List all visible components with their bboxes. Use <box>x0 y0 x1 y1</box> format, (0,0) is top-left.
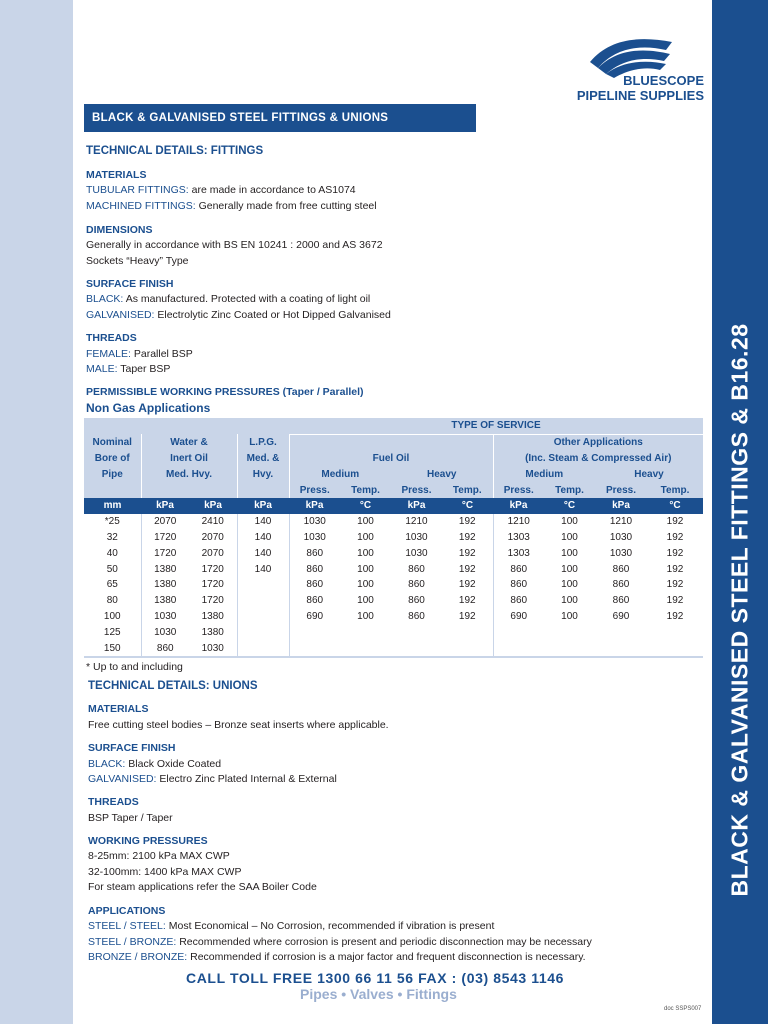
table-cell: 100 <box>561 516 578 528</box>
table-cell: 100 <box>561 563 578 575</box>
table-cell <box>237 624 289 640</box>
table-cell <box>595 640 647 657</box>
table-cell: 100 <box>103 610 121 622</box>
table-cell: 140 <box>237 561 289 577</box>
table-cell <box>647 624 703 640</box>
table-cell: 1380 <box>201 626 224 638</box>
table-cell: 690 <box>289 609 340 625</box>
table-cell <box>391 624 442 640</box>
table-cell: 1030 <box>289 514 340 530</box>
table-cell: 2070 <box>201 547 224 559</box>
unions-surface-heading: SURFACE FINISH <box>88 742 176 754</box>
table-cell: 1720 <box>141 530 189 546</box>
side-title: BLACK & GALVANISED STEEL FITTINGS & B16.28 <box>726 323 753 897</box>
table-cell: 1030 <box>405 547 428 559</box>
table-cell: 100 <box>561 579 578 591</box>
table-header-row-5: Press. Temp. Press. Temp. Press. Temp. Press. Temp. <box>84 482 703 498</box>
table-cell: 100 <box>561 610 578 622</box>
table-footnote: * Up to and including <box>86 661 183 673</box>
pressures-heading: PERMISSIBLE WORKING PRESSURES (Taper / Parallel) <box>86 386 364 398</box>
table-cell: 1720 <box>201 563 224 575</box>
fittings-threads-line2: MALE: Taper BSP <box>86 363 171 375</box>
left-decorative-strip <box>0 0 73 1024</box>
table-cell: 1030 <box>141 609 189 625</box>
pressures-subheading: Non Gas Applications <box>86 401 211 415</box>
unions-working-line1: 8-25mm: 2100 kPa MAX CWP <box>88 850 230 862</box>
table-cell: 100 <box>561 595 578 607</box>
table-cell: 860 <box>493 593 544 609</box>
fittings-dimensions-line2: Sockets “Heavy” Type <box>86 255 189 267</box>
table-cell: 860 <box>289 545 340 561</box>
unions-materials-line1: Free cutting steel bodies – Bronze seat inserts where applicable. <box>88 719 389 731</box>
table-cell: 860 <box>408 595 425 607</box>
table-cell: 1030 <box>609 547 633 559</box>
table-cell: *25 <box>104 516 120 528</box>
table-cell: 192 <box>666 531 684 543</box>
working-pressures-table <box>84 418 703 658</box>
unions-working-line3: For steam applications refer the SAA Boiler Code <box>88 881 317 893</box>
table-cell: 860 <box>408 610 425 622</box>
unions-threads-heading: THREADS <box>88 796 139 808</box>
table-row <box>84 624 703 640</box>
table-cell: 1210 <box>493 514 544 530</box>
table-cell: 140 <box>237 514 289 530</box>
water-header: Water & <box>141 434 237 450</box>
table-cell: 192 <box>666 563 684 575</box>
table-cell: 192 <box>458 579 476 591</box>
table-cell: 860 <box>493 561 544 577</box>
fittings-threads-line1: FEMALE: Parallel BSP <box>86 348 193 360</box>
table-header-row-4: Pipe Med. Hvy. Hvy. Medium Heavy Medium Heavy <box>84 466 703 482</box>
table-cell: 100 <box>357 531 374 543</box>
unions-title: TECHNICAL DETAILS: UNIONS <box>88 680 258 692</box>
fittings-surface-heading: SURFACE FINISH <box>86 278 174 290</box>
fittings-dimensions-heading: DIMENSIONS <box>86 224 153 236</box>
unions-working-line2: 32-100mm: 1400 kPa MAX CWP <box>88 866 242 878</box>
table-cell: 860 <box>289 593 340 609</box>
table-cell: 860 <box>493 577 544 593</box>
section-banner: BLACK & GALVANISED STEEL FITTINGS & UNIONS <box>84 104 476 132</box>
table-cell <box>340 624 391 640</box>
table-body <box>84 514 703 657</box>
table-cell: 1720 <box>201 595 224 607</box>
table-cell: 50 <box>106 563 118 575</box>
table-cell: 1380 <box>141 593 189 609</box>
table-cell: 140 <box>237 530 289 546</box>
table-cell: 860 <box>141 640 189 657</box>
table-cell: 192 <box>666 547 684 559</box>
table-cell: 100 <box>357 516 374 528</box>
table-cell: 1030 <box>289 530 340 546</box>
unions-applications-heading: APPLICATIONS <box>88 905 166 917</box>
footer-tagline: Pipes • Valves • Fittings <box>300 986 457 1002</box>
table-cell: 100 <box>357 547 374 559</box>
table-cell: 860 <box>289 561 340 577</box>
table-cell: 192 <box>458 531 476 543</box>
table-header-row-3: Bore of Inert Oil Med. & Fuel Oil (Inc. Steam & Compressed Air) <box>84 451 703 467</box>
table-cell: 860 <box>612 579 630 591</box>
table-cell <box>340 640 391 657</box>
table-cell: 100 <box>357 563 374 575</box>
table-cell: 192 <box>458 516 476 528</box>
table-cell: 2070 <box>201 531 224 543</box>
table-cell: 100 <box>561 547 578 559</box>
logo-line2: PIPELINE SUPPLIES <box>576 88 704 103</box>
table-cell: 1210 <box>405 516 428 528</box>
table-cell: 150 <box>84 640 141 657</box>
unions-applications-line2: STEEL / BRONZE: Recommended where corrosion is present and periodic disconnection may be necessary <box>88 936 592 948</box>
table-cell <box>237 593 289 609</box>
table-cell: 32 <box>106 531 118 543</box>
table-cell: 192 <box>458 610 476 622</box>
table-cell <box>237 609 289 625</box>
table-cell: 140 <box>237 545 289 561</box>
unions-applications-line1: STEEL / STEEL: Most Economical – No Corrosion, recommended if vibration is present <box>88 920 495 932</box>
table-cell: 860 <box>612 595 630 607</box>
table-row <box>84 561 703 577</box>
table-cell: 192 <box>666 610 684 622</box>
fittings-threads-heading: THREADS <box>86 332 137 344</box>
table-header-row-1 <box>84 418 703 434</box>
table-cell: 100 <box>561 531 578 543</box>
fittings-materials-line1: TUBULAR FITTINGS: are made in accordance to AS1074 <box>86 184 356 196</box>
table-cell <box>391 640 442 657</box>
table-cell: 65 <box>106 579 118 591</box>
table-cell: 1720 <box>201 579 224 591</box>
table-cell: 1380 <box>141 577 189 593</box>
table-cell: 690 <box>493 609 544 625</box>
table-cell <box>647 640 703 657</box>
table-cell: 192 <box>666 595 684 607</box>
fittings-surface-line2: GALVANISED: Electrolytic Zinc Coated or Hot Dipped Galvanised <box>86 309 391 321</box>
unions-working-heading: WORKING PRESSURES <box>88 835 208 847</box>
unions-surface-line1: BLACK: Black Oxide Coated <box>88 758 222 770</box>
table-cell: 192 <box>666 516 684 528</box>
unions-applications-line3: BRONZE / BRONZE: Recommended if corrosion is a major factor and frequent disconnection is necessary. <box>88 951 586 963</box>
table-cell: 1380 <box>201 610 224 622</box>
footer-call: CALL TOLL FREE 1300 66 11 56 FAX : (03) 8543 1146 <box>186 970 565 986</box>
table-units-row: mm kPa kPa kPa kPa °C kPa °C kPa °C kPa °C <box>84 498 703 514</box>
table-cell: 860 <box>612 563 630 575</box>
table-cell: 1030 <box>609 531 633 543</box>
table-row <box>84 577 703 593</box>
table-cell: 1030 <box>189 640 237 657</box>
fittings-materials-line2: MACHINED FITTINGS: Generally made from free cutting steel <box>86 200 377 212</box>
table-cell <box>289 640 340 657</box>
fittings-title: TECHNICAL DETAILS: FITTINGS <box>86 145 264 157</box>
table-cell <box>493 640 544 657</box>
logo-line1: BLUESCOPE <box>623 73 704 88</box>
table-row <box>84 609 703 625</box>
fuel-oil-header: Fuel Oil <box>289 451 493 467</box>
nominal-header: Nominal <box>92 436 132 448</box>
table-cell: 80 <box>106 595 118 607</box>
fittings-materials-heading: MATERIALS <box>86 169 147 181</box>
table-row <box>84 514 703 530</box>
table-cell <box>595 624 647 640</box>
table-cell: 860 <box>408 579 425 591</box>
table-cell <box>237 640 289 657</box>
table-row <box>84 593 703 609</box>
table-cell: 40 <box>106 547 118 559</box>
table-cell: 860 <box>289 577 340 593</box>
type-of-service-header: TYPE OF SERVICE <box>289 418 703 434</box>
other-header: Other Applications <box>493 434 703 450</box>
table-cell: 2410 <box>201 516 224 528</box>
table-cell: 690 <box>612 610 630 622</box>
doc-code: doc SSPS007 <box>664 1006 702 1012</box>
table-header-row-2 <box>84 434 703 450</box>
table-row <box>84 545 703 561</box>
unions-threads-line1: BSP Taper / Taper <box>88 812 173 824</box>
table-cell: 1030 <box>141 624 189 640</box>
table-cell <box>544 624 595 640</box>
table-row <box>84 530 703 546</box>
table-cell <box>493 624 544 640</box>
lpg-header: L.P.G. <box>237 434 289 450</box>
table-row <box>84 640 703 657</box>
table-cell: 100 <box>357 610 374 622</box>
unions-surface-line2: GALVANISED: Electro Zinc Plated Internal & External <box>88 773 337 785</box>
table-cell: 860 <box>408 563 425 575</box>
table-cell: 1720 <box>141 545 189 561</box>
table-cell: 1030 <box>405 531 428 543</box>
table-cell: 1210 <box>609 516 633 528</box>
table-cell: 1380 <box>141 561 189 577</box>
table-cell <box>442 640 493 657</box>
table-cell: 100 <box>357 595 374 607</box>
fittings-dimensions-line1: Generally in accordance with BS EN 10241 : 2000 and AS 3672 <box>86 239 383 251</box>
table-cell <box>289 624 340 640</box>
table-cell <box>237 577 289 593</box>
table-cell <box>442 624 493 640</box>
table-cell: 192 <box>666 579 684 591</box>
table-cell: 192 <box>458 595 476 607</box>
table-cell <box>544 640 595 657</box>
fittings-surface-line1: BLACK: As manufactured. Protected with a coating of light oil <box>86 293 371 305</box>
table-cell: 125 <box>103 626 121 638</box>
table-cell: 1303 <box>493 530 544 546</box>
table-cell: 1303 <box>493 545 544 561</box>
unions-materials-heading: MATERIALS <box>88 703 149 715</box>
table-cell: 2070 <box>141 514 189 530</box>
table-cell: 192 <box>458 563 476 575</box>
table-cell: 192 <box>458 547 476 559</box>
table-cell: 100 <box>357 579 374 591</box>
